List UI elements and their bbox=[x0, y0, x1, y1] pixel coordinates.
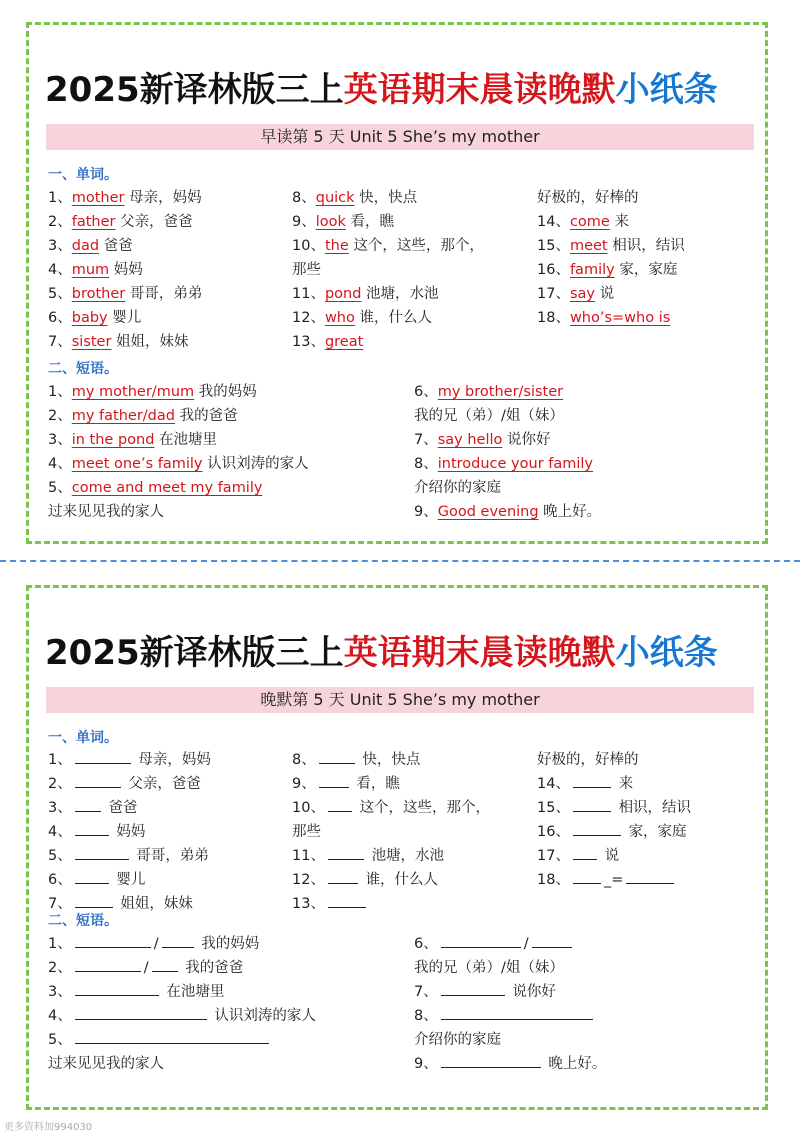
title-part-3: 小纸条 bbox=[615, 70, 718, 110]
phrase-item: 3、in the pond 在池塘里 bbox=[48, 432, 218, 448]
answer-blank[interactable] bbox=[75, 870, 109, 884]
phrase-item-continued: 我的兄（弟）/姐（妹） bbox=[414, 960, 564, 976]
morning-words-heading: 一、单词。 bbox=[48, 167, 118, 183]
blank-word-item: 4、 妈妈 bbox=[48, 824, 146, 840]
blank-phrase-item: 3、 在池塘里 bbox=[48, 984, 225, 1000]
phrase-item-continued: 介绍你的家庭 bbox=[414, 480, 501, 496]
word-item: 13、great bbox=[292, 334, 364, 350]
phrase-item: 1、my mother/mum 我的妈妈 bbox=[48, 384, 257, 400]
blank-word-item: 5、 哥哥，弟弟 bbox=[48, 848, 209, 864]
blank-word-item: 9、 看，瞧 bbox=[292, 776, 400, 792]
answer-blank[interactable] bbox=[162, 934, 194, 948]
blank-phrase-item: 5、 bbox=[48, 1030, 272, 1050]
phrase-item-continued: 介绍你的家庭 bbox=[414, 1032, 501, 1048]
cut-line bbox=[0, 560, 800, 562]
morning-title bbox=[45, 62, 718, 111]
evening-banner: 晚默第 5 天 Unit 5 She’s my mother bbox=[46, 687, 754, 713]
phrase-item: 8、introduce your family bbox=[414, 456, 594, 472]
phrase-item: 7、say hello 说你好 bbox=[414, 432, 551, 448]
answer-blank[interactable] bbox=[328, 870, 358, 884]
answer-blank[interactable] bbox=[441, 982, 505, 996]
answer-blank[interactable] bbox=[328, 798, 352, 812]
phrase-item: 2、my father/dad 我的爸爸 bbox=[48, 408, 238, 424]
blank-word-item: 10、 这个，这些，那个， bbox=[292, 800, 491, 816]
blank-phrase-item: 2、 / 我的爸爸 bbox=[48, 960, 244, 976]
blank-word-item: 13、 bbox=[292, 894, 369, 914]
answer-blank[interactable] bbox=[75, 1006, 207, 1020]
word-item: 10、the 这个，这些，那个， bbox=[292, 238, 484, 254]
phrase-item: 6、my brother/sister bbox=[414, 384, 564, 400]
word-item: 8、quick 快，快点 bbox=[292, 190, 418, 206]
answer-blank[interactable] bbox=[75, 1030, 269, 1044]
answer-blank[interactable] bbox=[441, 1054, 541, 1068]
word-item: 6、baby 婴儿 bbox=[48, 310, 142, 326]
blank-phrase-item: 6、 / bbox=[414, 934, 575, 954]
answer-blank[interactable] bbox=[573, 846, 597, 860]
blank-word-item: 16、 家，家庭 bbox=[537, 824, 687, 840]
answer-blank[interactable] bbox=[573, 774, 611, 788]
answer-blank[interactable] bbox=[328, 894, 366, 908]
blank-word-item: 14、 来 bbox=[537, 776, 634, 792]
word-item: 4、mum 妈妈 bbox=[48, 262, 143, 278]
answer-blank[interactable] bbox=[532, 934, 572, 948]
blank-word-item: 6、 婴儿 bbox=[48, 872, 146, 888]
word-item-continued: 好极的，好棒的 bbox=[537, 752, 639, 768]
blank-phrase-item: 8、 bbox=[414, 1006, 596, 1026]
answer-blank[interactable] bbox=[441, 1006, 593, 1020]
word-item: 7、sister 姐姐，妹妹 bbox=[48, 334, 189, 350]
blank-word-item: 11、 池塘，水池 bbox=[292, 848, 445, 864]
blank-phrase-item: 4、 认识刘涛的家人 bbox=[48, 1008, 316, 1024]
blank-word-item: 1、 母亲，妈妈 bbox=[48, 752, 211, 768]
answer-blank[interactable] bbox=[75, 774, 121, 788]
blank-word-item: 7、 姐姐，妹妹 bbox=[48, 896, 193, 912]
answer-blank[interactable] bbox=[152, 958, 178, 972]
word-item: 17、say 说 bbox=[537, 286, 615, 302]
evening-title bbox=[45, 625, 718, 674]
answer-blank[interactable] bbox=[75, 822, 109, 836]
answer-blank[interactable] bbox=[75, 894, 113, 908]
title-part-1: 2025新译林版三上 bbox=[45, 633, 344, 673]
blank-word-item: 3、 爸爸 bbox=[48, 800, 138, 816]
word-item: 5、brother 哥哥，弟弟 bbox=[48, 286, 203, 302]
word-item: 16、family 家，家庭 bbox=[537, 262, 678, 278]
answer-blank[interactable] bbox=[75, 846, 129, 860]
word-item: 2、father 父亲，爸爸 bbox=[48, 214, 193, 230]
answer-blank[interactable] bbox=[573, 822, 621, 836]
blank-phrase-item: 9、 晚上好。 bbox=[414, 1056, 607, 1072]
word-item: 9、look 看，瞧 bbox=[292, 214, 395, 230]
title-part-3: 小纸条 bbox=[615, 633, 718, 673]
answer-blank[interactable] bbox=[319, 750, 355, 764]
word-item: 12、who 谁，什么人 bbox=[292, 310, 432, 326]
blank-phrase-item: 1、 / 我的妈妈 bbox=[48, 936, 260, 952]
blank-word-item: 15、 相识，结识 bbox=[537, 800, 692, 816]
blank-word-item: 8、 快，快点 bbox=[292, 752, 421, 768]
word-item-continued: 那些 bbox=[292, 262, 321, 278]
phrase-item: 5、come and meet my family bbox=[48, 480, 263, 496]
word-item-continued: 好极的，好棒的 bbox=[537, 190, 639, 206]
word-item: 3、dad 爸爸 bbox=[48, 238, 133, 254]
answer-blank[interactable] bbox=[75, 982, 159, 996]
evening-words-heading: 一、单词。 bbox=[48, 730, 118, 746]
phrase-item-continued: 我的兄（弟）/姐（妹） bbox=[414, 408, 564, 424]
answer-blank[interactable] bbox=[328, 846, 364, 860]
phrase-item: 4、meet one’s family 认识刘涛的家人 bbox=[48, 456, 309, 472]
blank-phrase-item: 7、 说你好 bbox=[414, 984, 556, 1000]
word-item: 11、pond 池塘，水池 bbox=[292, 286, 439, 302]
word-item: 18、who’s=who is bbox=[537, 310, 671, 326]
answer-blank[interactable] bbox=[441, 934, 521, 948]
watermark: 更多资料加994030 bbox=[4, 1122, 93, 1133]
word-item: 14、come 来 bbox=[537, 214, 629, 230]
title-part-2: 英语期末晨读晚默 bbox=[343, 70, 616, 110]
phrase-item: 9、Good evening 晚上好。 bbox=[414, 504, 602, 520]
answer-blank[interactable] bbox=[573, 870, 601, 884]
word-item: 15、meet 相识，结识 bbox=[537, 238, 685, 254]
answer-blank[interactable] bbox=[626, 870, 674, 884]
morning-banner: 早读第 5 天 Unit 5 She’s my mother bbox=[46, 124, 754, 150]
morning-phrases-heading: 二、短语。 bbox=[48, 361, 118, 377]
title-part-1: 2025新译林版三上 bbox=[45, 70, 344, 110]
answer-blank[interactable] bbox=[75, 750, 131, 764]
phrase-item-continued: 过来见见我的家人 bbox=[48, 504, 164, 520]
blank-word-item: 17、 说 bbox=[537, 848, 620, 864]
title-part-2: 英语期末晨读晚默 bbox=[343, 633, 616, 673]
answer-blank[interactable] bbox=[573, 798, 611, 812]
answer-blank[interactable] bbox=[75, 798, 101, 812]
answer-blank[interactable] bbox=[75, 958, 141, 972]
answer-blank[interactable] bbox=[319, 774, 349, 788]
evening-phrases-heading: 二、短语。 bbox=[48, 913, 118, 929]
word-item: 1、mother 母亲，妈妈 bbox=[48, 190, 202, 206]
blank-word-item: 12、 谁，什么人 bbox=[292, 872, 439, 888]
phrase-item-continued: 过来见见我的家人 bbox=[48, 1056, 164, 1072]
word-item-continued: 那些 bbox=[292, 824, 321, 840]
blank-word-item: 18、 _= bbox=[537, 870, 677, 890]
blank-word-item: 2、 父亲，爸爸 bbox=[48, 776, 201, 792]
answer-blank[interactable] bbox=[75, 934, 151, 948]
